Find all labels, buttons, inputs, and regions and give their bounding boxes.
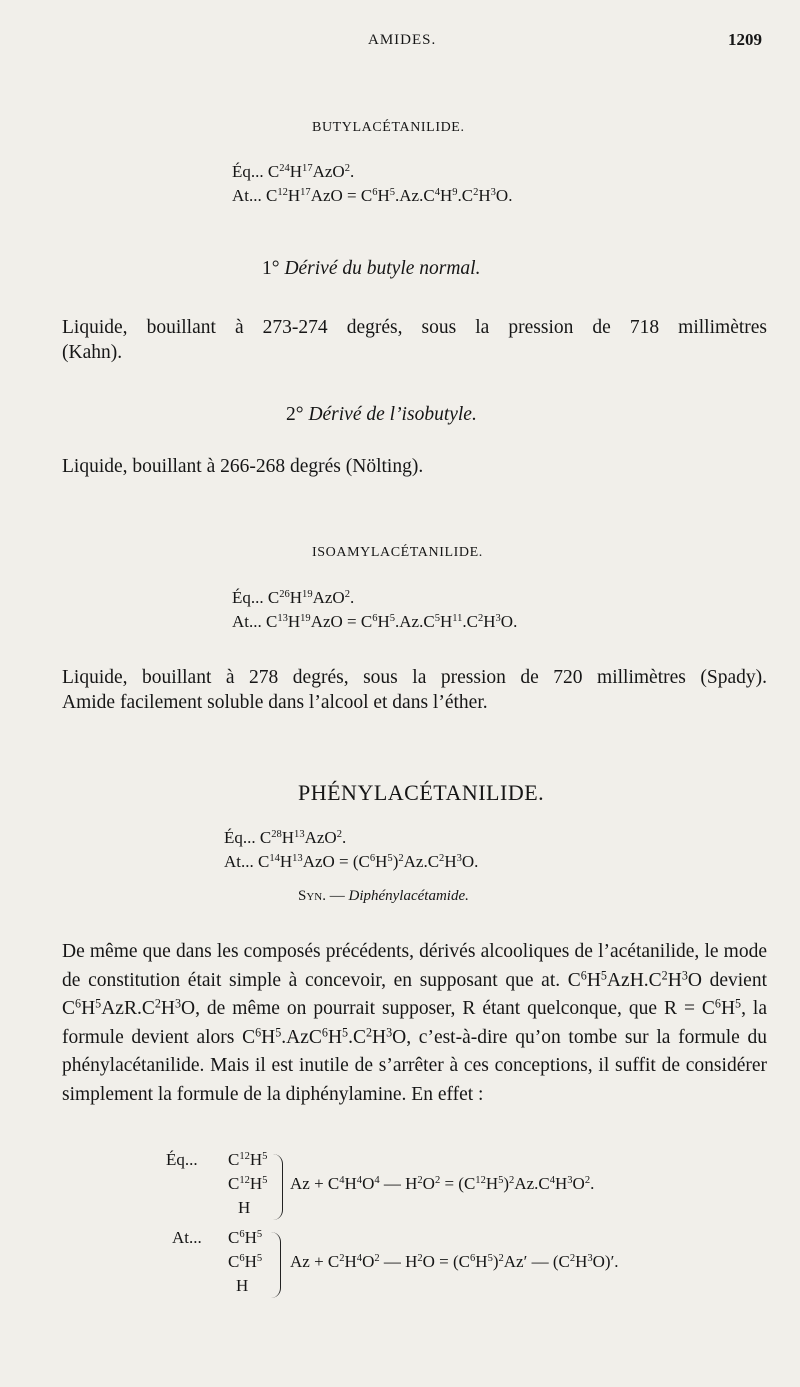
reaction-eq-brace	[272, 1154, 283, 1220]
running-header-title: AMIDES.	[368, 32, 437, 48]
section-title-isoamylacetanilide: ISOAMYLACÉTANILIDE.	[312, 545, 483, 560]
reaction-at-rest: $Az + C^2H^4O^2$ — $H^2O = (C^6H^5)^2Az'$ — $(C^2H^3O)'$.	[290, 1252, 619, 1271]
formula-at-isoamyl: At... $C^{13}H^{19}AzO = C^6H^5.Az.C^5H^{11}.C^2H^3O$.	[232, 612, 518, 631]
reaction-eq-group-2: $C^{12}H^5$	[228, 1174, 268, 1193]
reaction-at-label: At...	[172, 1228, 202, 1247]
paragraph-isoamyl-line1: Liquide, bouillant à 278 degrés, sous la pression de 720 millimètres (Spady).	[62, 667, 767, 688]
reaction-at-brace	[270, 1232, 281, 1298]
formula-eq-butyl: Éq... $C^{24}H^{17}AzO^2$.	[232, 162, 355, 181]
page-number: 1209	[728, 30, 762, 49]
subheading-normal-butyl	[262, 258, 480, 280]
section-title-phenylacetanilide: PHÉNYLACÉTANILIDE.	[298, 780, 545, 805]
reaction-eq-rest: $Az + C^4H^4O^4$ — $H^2O^2 = (C^{12}H^5)^2Az.C^4H^3O^2$.	[290, 1174, 595, 1193]
section-title-butylacetanilide: BUTYLACÉTANILIDE.	[312, 120, 465, 135]
reaction-at-group-3: H	[236, 1276, 249, 1295]
paragraph-isobutyl: Liquide, bouillant à 266-268 degrés (Nölting).	[62, 456, 424, 477]
formula-eq-isoamyl: Éq... $C^{26}H^{19}AzO^2$.	[232, 588, 355, 607]
reaction-eq-group-3: H	[238, 1198, 251, 1217]
reaction-at-group-2: $C^6H^5$	[228, 1252, 263, 1271]
paragraph-normal-butyl-line1: Liquide, bouillant à 273-274 degrés, sous la pression de 718 millimètres	[62, 317, 767, 338]
synonym-text: Syn. — Diphénylacétamide.	[298, 888, 469, 904]
formula-eq-phenyl: Éq... $C^{28}H^{13}AzO^2$.	[224, 828, 347, 847]
paragraph-normal-butyl-line2: (Kahn).	[62, 342, 123, 363]
reaction-eq-label: Éq...	[166, 1150, 198, 1169]
formula-at-butyl: At... $C^{12}H^{17}AzO = C^6H^5.Az.C^4H^9.C^2H^3O$.	[232, 186, 513, 205]
paragraph-phenyl-explanation: De même que dans les composés précédents, dérivés alcooliques de l’acétanilide, le mode de constitution était simple à concevoir, en supposant que at. $C^6H^5AzH.C^2H^3O$ devient $C^6H^5AzR.C^2H^3O$, de même on pourrait supposer, R étant quelconque, que $R = C^6H^5$, la formule devient alors $C^6H^5.AzC^6H^5.C^2H^3O$, c’est-à-dire qu’on tombe sur la formule du phénylacétanilide. Mais il est inutile de s’arrêter à ces conceptions, il suffit de considérer simplement la formule de la diphénylamine. En effet :	[62, 941, 767, 1105]
subheading-normal-text: 1° Dérivé du butyle normal.	[262, 258, 481, 279]
subheading-isobutyl: 2° Dérivé de l’isobutyle.	[286, 404, 477, 425]
reaction-at-group-1: $C^6H^5$	[228, 1228, 263, 1247]
formula-at-phenyl: At... $C^{14}H^{13}AzO = (C^6H^5)^2Az.C^2H^3O$.	[224, 852, 479, 871]
synonym-line	[298, 888, 469, 905]
paragraph-isoamyl-line2: Amide facilement soluble dans l’alcool et dans l’éther.	[62, 692, 488, 713]
reaction-eq-group-1: $C^{12}H^5$	[228, 1150, 268, 1169]
